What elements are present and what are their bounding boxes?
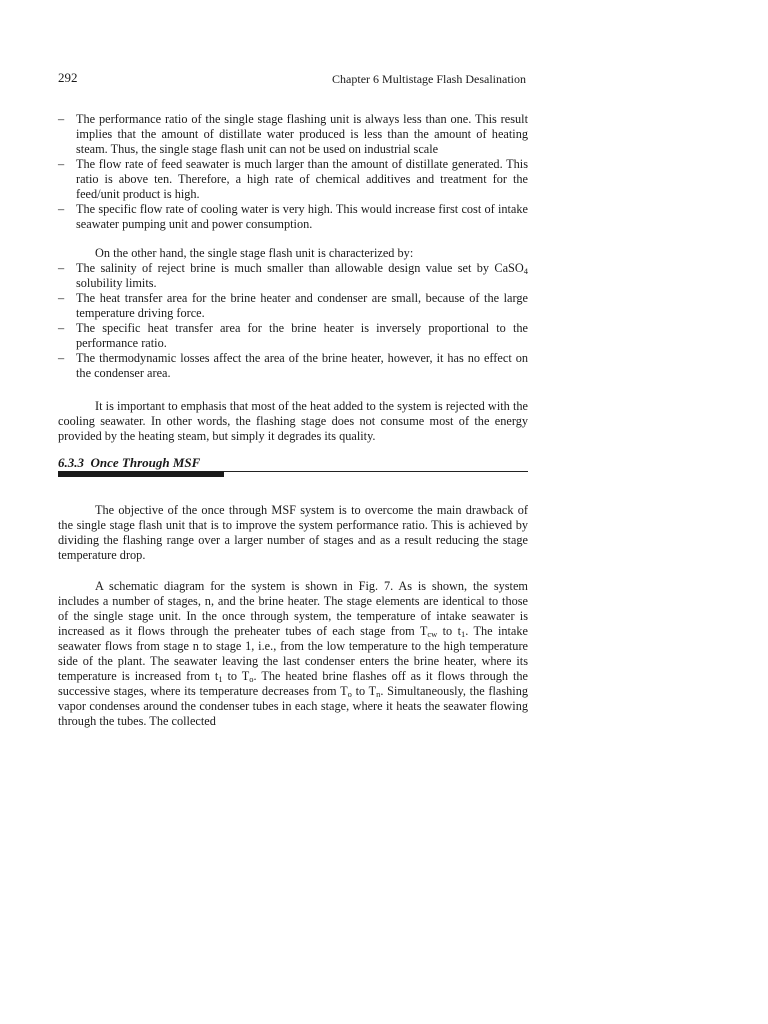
list-item: – The performance ratio of the single stage flashing unit is always less than one. This result implies that the amount of distillate water produced is less than the amount of heating steam. Thus, the single stage flash unit can not be used on industrial scale — [58, 112, 528, 157]
section-rule-thick — [58, 471, 224, 477]
text-run: to t — [437, 624, 461, 638]
list-item: – The thermodynamic losses affect the area of the brine heater, however, it has no effect on the condenser area. — [58, 351, 528, 381]
list-item — [58, 261, 528, 291]
section-title: Once Through MSF — [90, 455, 201, 470]
text-run: A schematic diagram for the system is shown in Fig. 7. As is shown, the system includes a number of stages, n, and the brine heater. The stage elements are identical to those of the single stage unit. In the once through system, the temperature of intake seawater is increased as it flows through the preheater tubes of each stage from T — [58, 579, 528, 638]
text-run: The salinity of reject brine is much smaller than allowable design value set by CaSO — [76, 261, 524, 275]
list-item: – The flow rate of feed seawater is much larger than the amount of distillate generated. This ratio is above ten. Therefore, a high rate of chemical additives and treatment for the feed/unit product is high. — [58, 157, 528, 202]
page-body — [58, 112, 528, 729]
subscript: o — [347, 689, 352, 699]
subscript: 4 — [523, 266, 528, 276]
paragraph-emphasis: It is important to emphasis that most of the heat added to the system is rejected with the cooling seawater. In other words, the flashing stage does not consume most of the energy provided by the heating steam, but simply it degrades its quality. — [58, 399, 528, 443]
text-run: . The intake seawater flows from stage n to stage 1, i.e., from the low temperature to the high temperature side of the plant. The seawater leaving the last condenser enters the brine heater, where its temperature is increased from t — [58, 624, 528, 683]
text-run: to T — [222, 669, 250, 683]
running-head: Chapter 6 Multistage Flash Desalination — [332, 72, 526, 86]
text-run: . The heated brine flashes off as it flows through the successive stages, where its temperature decreases from T — [58, 669, 528, 698]
paragraph-objective: The objective of the once through MSF system is to overcome the main drawback of the single stage flash unit that is to improve the system performance ratio. This is achieved by dividing the flashing range over a larger number of stages and as a result reducing the stage temperature drop. — [58, 503, 528, 562]
subscript: o — [249, 674, 254, 684]
text-run: solubility limits. — [76, 276, 157, 290]
text-run: . Simultaneously, the flashing vapor condenses around the condenser tubes in each stage, where it heats the seawater flowing through the tubes. The collected — [58, 684, 528, 728]
list-item: – The specific flow rate of cooling water is very high. This would increase first cost of intake seawater pumping unit and power consumption. — [58, 202, 528, 232]
section-heading — [58, 455, 528, 470]
drawbacks-list — [58, 112, 528, 232]
paragraph-schematic — [58, 579, 528, 729]
subscript: 1 — [218, 674, 223, 684]
section-number: 6.3.3 — [58, 455, 84, 470]
list-item: – The specific heat transfer area for the brine heater is inversely proportional to the performance ratio. — [58, 321, 528, 351]
subscript: cw — [427, 629, 438, 639]
text-run: to T — [351, 684, 377, 698]
section-rule — [58, 471, 528, 478]
list-item: – The heat transfer area for the brine heater and condenser are small, because of the large temperature driving force. — [58, 291, 528, 321]
subscript: 1 — [461, 629, 466, 639]
paragraph-other-hand: On the other hand, the single stage flash unit is characterized by: — [95, 246, 414, 260]
page-number: 292 — [58, 70, 78, 85]
subscript: n — [376, 689, 381, 699]
characteristics-list — [58, 261, 528, 381]
